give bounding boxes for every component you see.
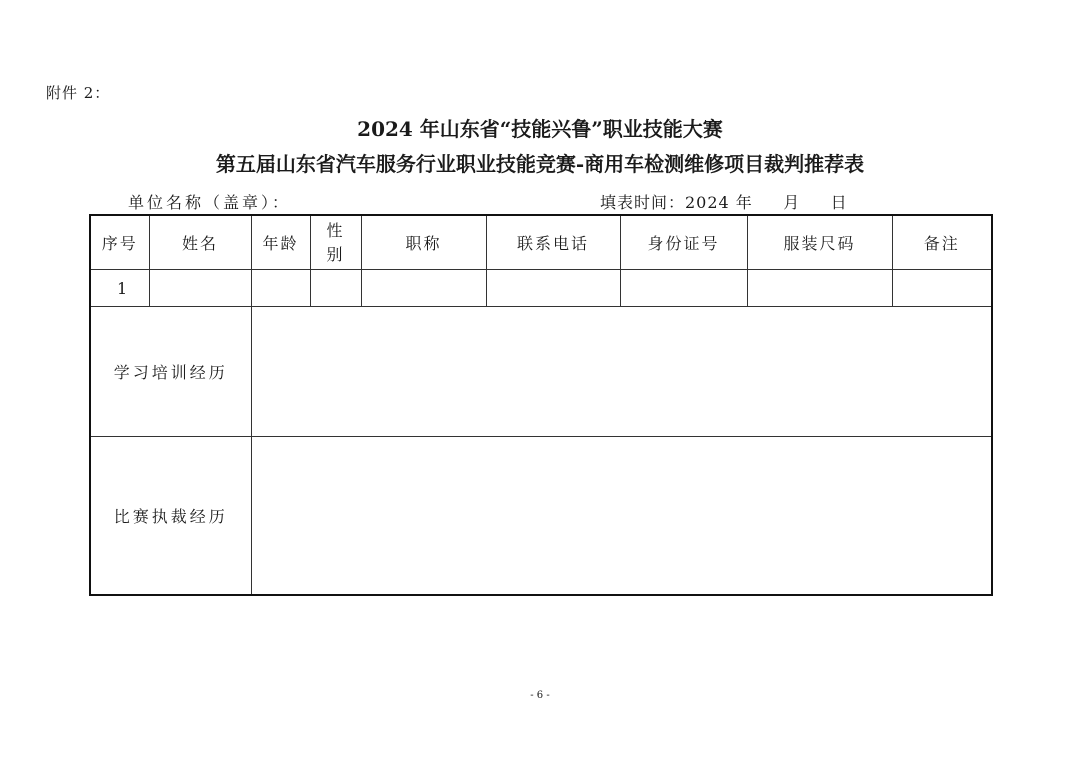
- header-seq: 序号: [90, 215, 149, 270]
- title-cell[interactable]: [361, 270, 486, 307]
- training-history-cell[interactable]: [251, 307, 992, 437]
- document-title: 2024 年山东省“技能兴鲁”职业技能大赛: [357, 117, 723, 141]
- fill-date-label: 填表时间：2024 年 月 日: [600, 193, 848, 212]
- judging-history-cell[interactable]: [251, 437, 992, 596]
- referee-recommendation-table: [89, 214, 993, 596]
- document-subtitle: 第五届山东省汽车服务行业职业技能竞赛-商用车检测维修项目裁判推荐表: [215, 152, 865, 176]
- row-seq-cell: 1: [90, 270, 149, 307]
- header-title: 职称: [361, 215, 486, 270]
- id-number-cell[interactable]: [620, 270, 747, 307]
- age-cell[interactable]: [251, 270, 310, 307]
- header-gender-bottom: 别: [326, 244, 345, 264]
- header-phone: 联系电话: [486, 215, 620, 270]
- attachment-label: 附件 2：: [46, 84, 111, 102]
- table-row: [90, 270, 992, 307]
- header-age: 年龄: [251, 215, 310, 270]
- unit-name-label: 单位名称（盖章）：: [128, 193, 292, 212]
- judging-section-row: [90, 437, 992, 596]
- judging-history-label: 比赛执裁经历: [90, 437, 251, 596]
- name-cell[interactable]: [149, 270, 251, 307]
- header-gender-top: 性: [326, 220, 345, 240]
- header-gender: [310, 215, 361, 270]
- training-history-label: 学习培训经历: [90, 307, 251, 437]
- phone-cell[interactable]: [486, 270, 620, 307]
- remark-cell[interactable]: [892, 270, 992, 307]
- table-header-row: [90, 215, 992, 270]
- clothing-size-cell[interactable]: [747, 270, 892, 307]
- header-id-number: 身份证号: [620, 215, 747, 270]
- header-clothing-size: 服装尺码: [747, 215, 892, 270]
- page-number: - 6 -: [530, 690, 550, 701]
- training-section-row: [90, 307, 992, 437]
- gender-cell[interactable]: [310, 270, 361, 307]
- header-remark: 备注: [892, 215, 992, 270]
- header-name: 姓名: [149, 215, 251, 270]
